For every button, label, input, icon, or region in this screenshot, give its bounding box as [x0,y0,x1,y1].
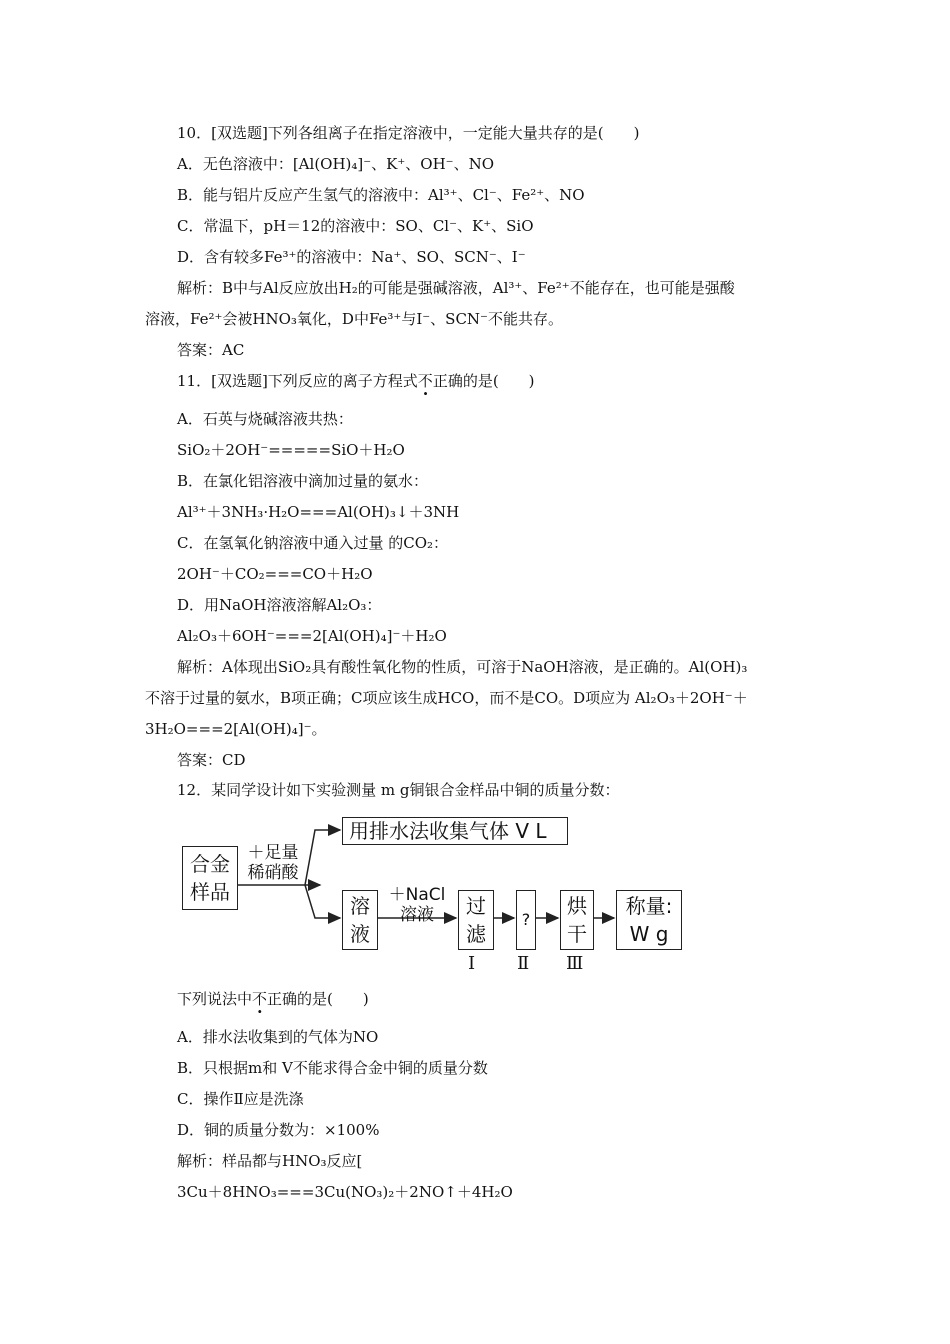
q11-option-c: C．在氢氧化钠溶液中通入过量 的CO₂： [177,534,449,552]
step-label-2: Ⅱ [517,953,530,974]
q11-option-d: D．用NaOH溶液溶解Al₂O₃： [177,596,382,614]
experiment-flow-diagram [180,815,700,985]
filter-box: 过 滤 [458,890,494,950]
q12-analysis-equation: 3Cu＋8HNO₃===3Cu(NO₃)₂＋2NO↑＋4H₂O [177,1183,513,1201]
q10-answer: 答案：AC [177,341,245,359]
q11-option-b: B．在氯化铝溶液中滴加过量的氨水： [177,472,429,490]
q11-analysis-line-1: 解析：A体现出SiO₂具有酸性氧化物的性质，可溶于NaOH溶液，是正确的。Al(OH)₃ [177,658,748,676]
q12-question: 下列说法中不正确的是( ) [177,990,369,1008]
q12-option-d: D．铜的质量分数为：×100% [177,1121,380,1139]
nitric-acid-label: ＋足量 稀硝酸 [247,843,299,883]
unknown-step-box: ? [516,890,536,950]
weigh-box: 称量: W g [616,890,682,950]
step-label-3: Ⅲ [566,953,584,974]
q11-analysis-line-3: 3H₂O===2[Al(OH)₄]⁻。 [145,720,327,738]
q11-equation-d: Al₂O₃＋6OH⁻===2[Al(OH)₄]⁻＋H₂O [177,627,447,645]
q12-analysis-line-1: 解析：样品都与HNO₃反应[ [177,1152,363,1170]
q10-option-c: C．常温下，pH＝12的溶液中：SO、Cl⁻、K⁺、SiO [177,217,534,235]
q10-option-d: D．含有较多Fe³⁺的溶液中：Na⁺、SO、SCN⁻、I⁻ [177,248,526,266]
q11-equation-b: Al³⁺＋3NH₃·H₂O===Al(OH)₃↓＋3NH [177,503,460,521]
q12-option-c: C．操作Ⅱ应是洗涤 [177,1090,304,1108]
nacl-solution-label: ＋NaCl 溶液 [388,885,446,925]
q11-stem: 11．[双选题]下列反应的离子方程式不正确的是( ) [177,372,535,390]
q10-option-b: B．能与铝片反应产生氢气的溶液中：Al³⁺、Cl⁻、Fe²⁺、NO [177,186,585,204]
q10-stem: 10．[双选题]下列各组离子在指定溶液中，一定能大量共存的是( ) [177,124,640,142]
q10-analysis-line-1: 解析：B中与Al反应放出H₂的可能是强碱溶液，Al³⁺、Fe²⁺不能存在，也可能是强酸 [177,279,735,297]
q12-option-b: B．只根据m和 V不能求得合金中铜的质量分数 [177,1059,488,1077]
q10-option-a: A．无色溶液中：[Al(OH)₄]⁻、K⁺、OH⁻、NO [177,155,495,173]
dry-box: 烘 干 [560,890,594,950]
emphasis-dot-char: 不 [417,372,433,390]
q11-equation-c: 2OH⁻＋CO₂===CO＋H₂O [177,565,373,583]
q11-option-a: A．石英与烧碱溶液共热： [177,410,353,428]
gas-collection-box: 用排水法收集气体 V L [342,817,568,845]
q10-analysis-line-2: 溶液，Fe²⁺会被HNO₃氧化，D中Fe³⁺与I⁻、SCN⁻不能共存。 [145,310,563,328]
solution-box: 溶 液 [342,890,378,950]
emphasis-dot-char: 不 [252,990,268,1008]
alloy-sample-box: 合金 样品 [182,846,238,910]
q11-equation-a: SiO₂＋2OH⁻=====SiO＋H₂O [177,441,405,459]
q12-stem: 12．某同学设计如下实验测量 m g铜银合金样品中铜的质量分数： [177,781,620,799]
q12-option-a: A．排水法收集到的气体为NO [177,1028,379,1046]
q11-answer: 答案：CD [177,751,246,769]
q11-analysis-line-2: 不溶于过量的氨水，B项正确；C项应该生成HCO，而不是CO。D项应为 Al₂O₃＋2OH⁻＋ [145,689,748,707]
step-label-1: Ⅰ [468,953,476,974]
